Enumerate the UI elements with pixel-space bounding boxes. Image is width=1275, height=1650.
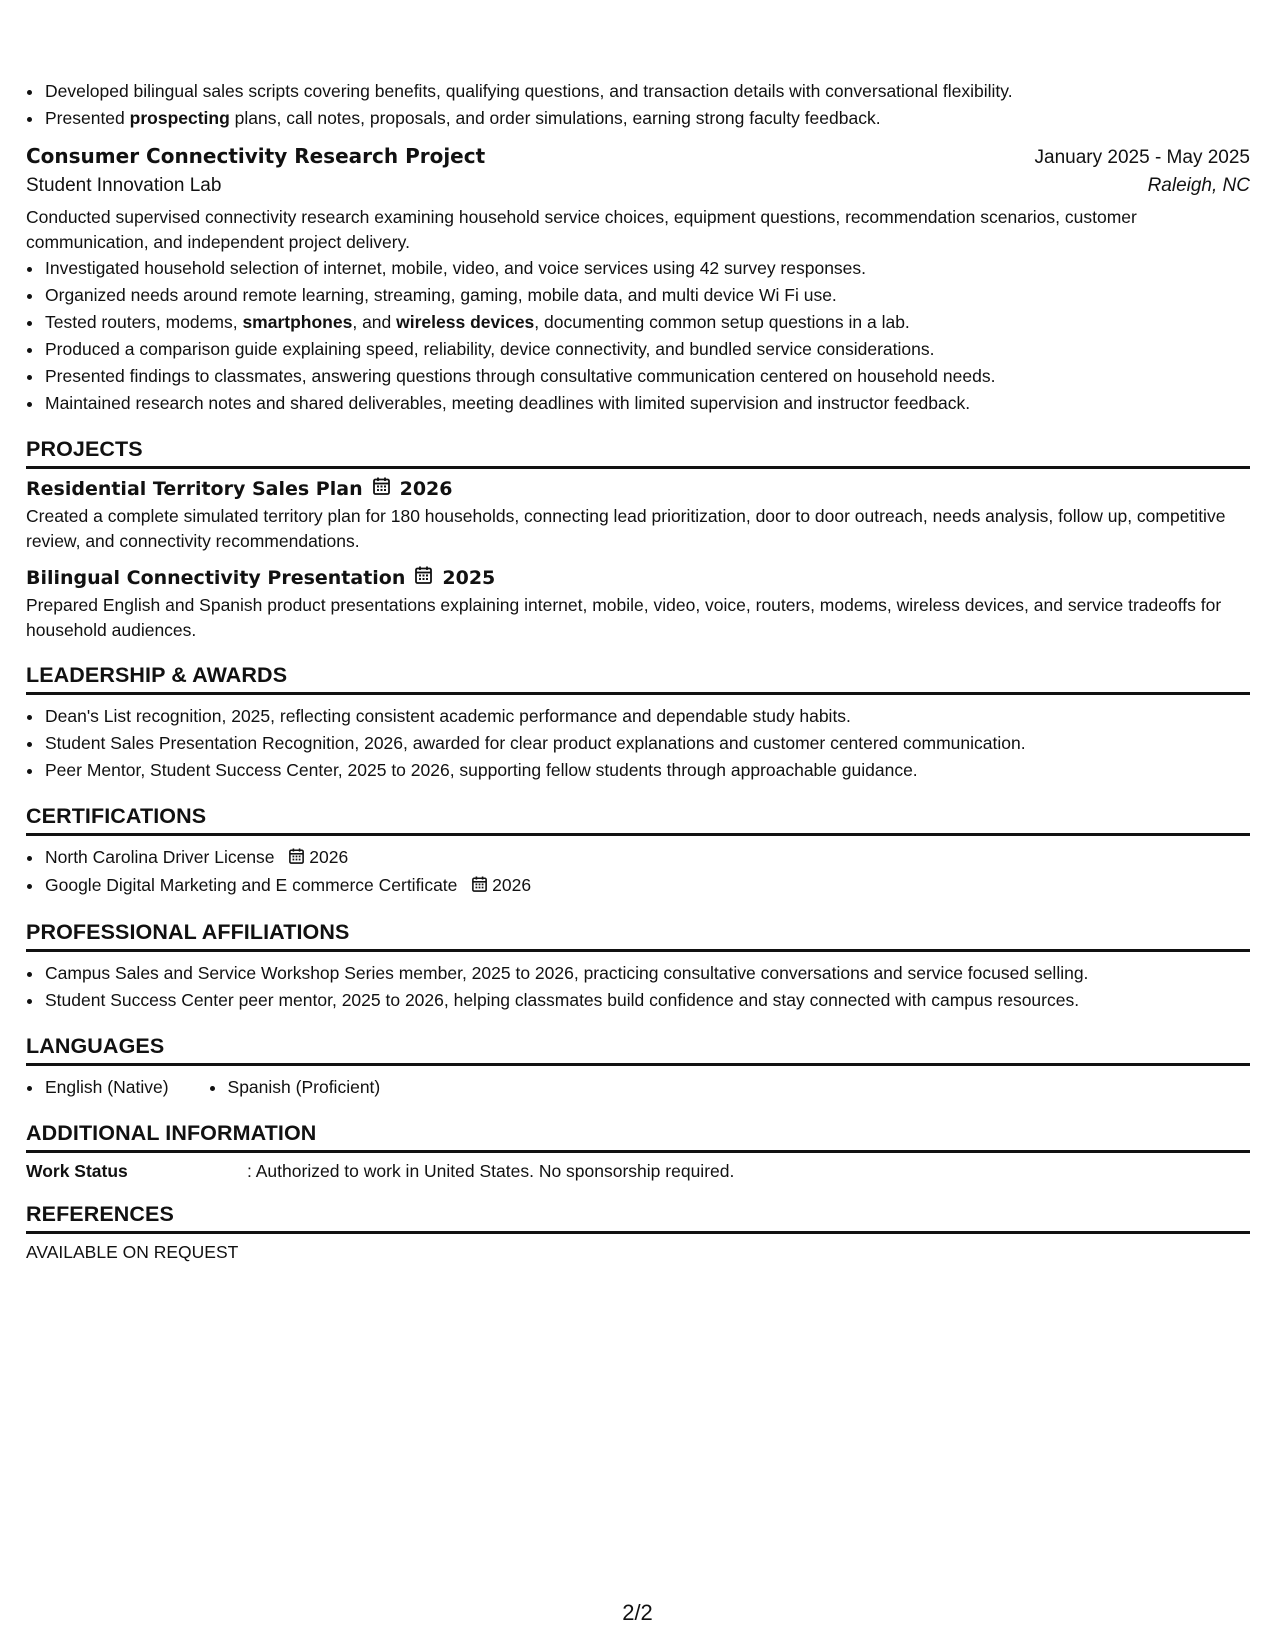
project-description: Created a complete simulated territory plan for 180 households, connecting lead prioritization, door to door outreach, needs analysis, follow up, competitive review, and connectivity recommendations. (26, 506, 1226, 551)
research-bullets (26, 255, 1250, 417)
list-item (44, 872, 1250, 900)
references-section (26, 1202, 1250, 1263)
references-text: AVAILABLE ON REQUEST (26, 1241, 239, 1262)
list-item: • Student Success Center peer mentor, 2025 to 2026, helping classmates build confidence and stay connected with campus resources. (44, 987, 1250, 1014)
languages-section (26, 1034, 1250, 1101)
certification-year: 2026 (309, 847, 349, 867)
info-value: : Authorized to work in United States. No sponsorship required. (247, 1160, 735, 1181)
language-item: • Spanish (Proficient) (227, 1074, 381, 1101)
list-item: • Presented findings to classmates, answering questions through consultative communication centered on household needs. (44, 363, 1250, 390)
list-item: • Organized needs around remote learning, streaming, gaming, mobile data, and multi device Wi Fi use. (44, 282, 1250, 309)
project-year: 2026 (399, 477, 453, 500)
certification-year: 2026 (492, 874, 532, 895)
list-item: • Maintained research notes and shared deliverables, meeting deadlines with limited supervision and instructor feedback. (44, 390, 1250, 417)
certification-name: North Carolina Driver License (45, 847, 275, 867)
info-label: Work Status (26, 1160, 128, 1181)
list-item: • Campus Sales and Service Workshop Series member, 2025 to 2026, practicing consultative conversations and service focused selling. (44, 960, 1250, 987)
section-heading: REFERENCES (26, 1202, 1250, 1234)
list-item: • Peer Mentor, Student Success Center, 2025 to 2026, supporting fellow students through approachable guidance. (44, 757, 1250, 784)
project-description: Prepared English and Spanish product presentations explaining internet, mobile, video, voice, routers, modems, wireless devices, and service tradeoffs for household audiences. (26, 595, 1222, 640)
list-item (44, 844, 1250, 872)
list-item: • Produced a comparison guide explaining speed, reliability, device connectivity, and bundled service considerations. (44, 336, 1250, 363)
resume-page (26, 78, 1250, 1263)
project-year: 2025 (442, 566, 496, 589)
entry-title: Consumer Connectivity Research Project (26, 144, 486, 168)
list-item: • Investigated household selection of internet, mobile, video, and voice services using 42 survey responses. (44, 255, 1250, 282)
entry-organization: Student Innovation Lab (26, 175, 222, 196)
calendar-icon (373, 477, 390, 500)
projects-section (26, 437, 1250, 643)
entry-dates: January 2025 - May 2025 (1034, 147, 1250, 168)
project-item (26, 477, 1250, 554)
section-heading: PROFESSIONAL AFFILIATIONS (26, 920, 1250, 952)
list-item: • Tested routers, modems, smartphones, and wireless devices, documenting common setup questions in a lab. (44, 309, 1250, 336)
list-item: • Developed bilingual sales scripts covering benefits, qualifying questions, and transaction details with conversational flexibility. (44, 78, 1250, 105)
project-item (26, 566, 1250, 643)
project-title: Residential Territory Sales Plan (26, 477, 363, 500)
certifications-section (26, 804, 1250, 900)
experience-tail-bullets (26, 78, 1250, 132)
project-title: Bilingual Connectivity Presentation (26, 566, 406, 589)
section-heading: ADDITIONAL INFORMATION (26, 1121, 1250, 1153)
list-item: • Dean's List recognition, 2025, reflecting consistent academic performance and dependable study habits. (44, 703, 1250, 730)
certification-name: Google Digital Marketing and E commerce Certificate (45, 874, 458, 895)
section-heading: LEADERSHIP & AWARDS (26, 663, 1250, 695)
page-number: 2/2 (622, 1600, 653, 1625)
leadership-section (26, 663, 1250, 784)
list-item: • Presented prospecting plans, call notes, proposals, and order simulations, earning strong faculty feedback. (44, 105, 1250, 132)
language-item: • English (Native) (44, 1074, 169, 1101)
calendar-icon (289, 845, 304, 872)
entry-summary: Conducted supervised connectivity research examining household service choices, equipment questions, recommendation scenarios, customer communication, and independent project delivery. (26, 207, 1137, 252)
list-item: • Student Sales Presentation Recognition, 2026, awarded for clear product explanations and customer centered communication. (44, 730, 1250, 757)
calendar-icon (472, 873, 487, 900)
additional-info-section (26, 1121, 1250, 1182)
calendar-icon (415, 566, 432, 589)
section-heading: LANGUAGES (26, 1034, 1250, 1066)
section-heading: PROJECTS (26, 437, 1250, 469)
entry-location: Raleigh, NC (1147, 175, 1250, 196)
research-entry (26, 144, 1250, 417)
section-heading: CERTIFICATIONS (26, 804, 1250, 836)
affiliations-section (26, 920, 1250, 1014)
